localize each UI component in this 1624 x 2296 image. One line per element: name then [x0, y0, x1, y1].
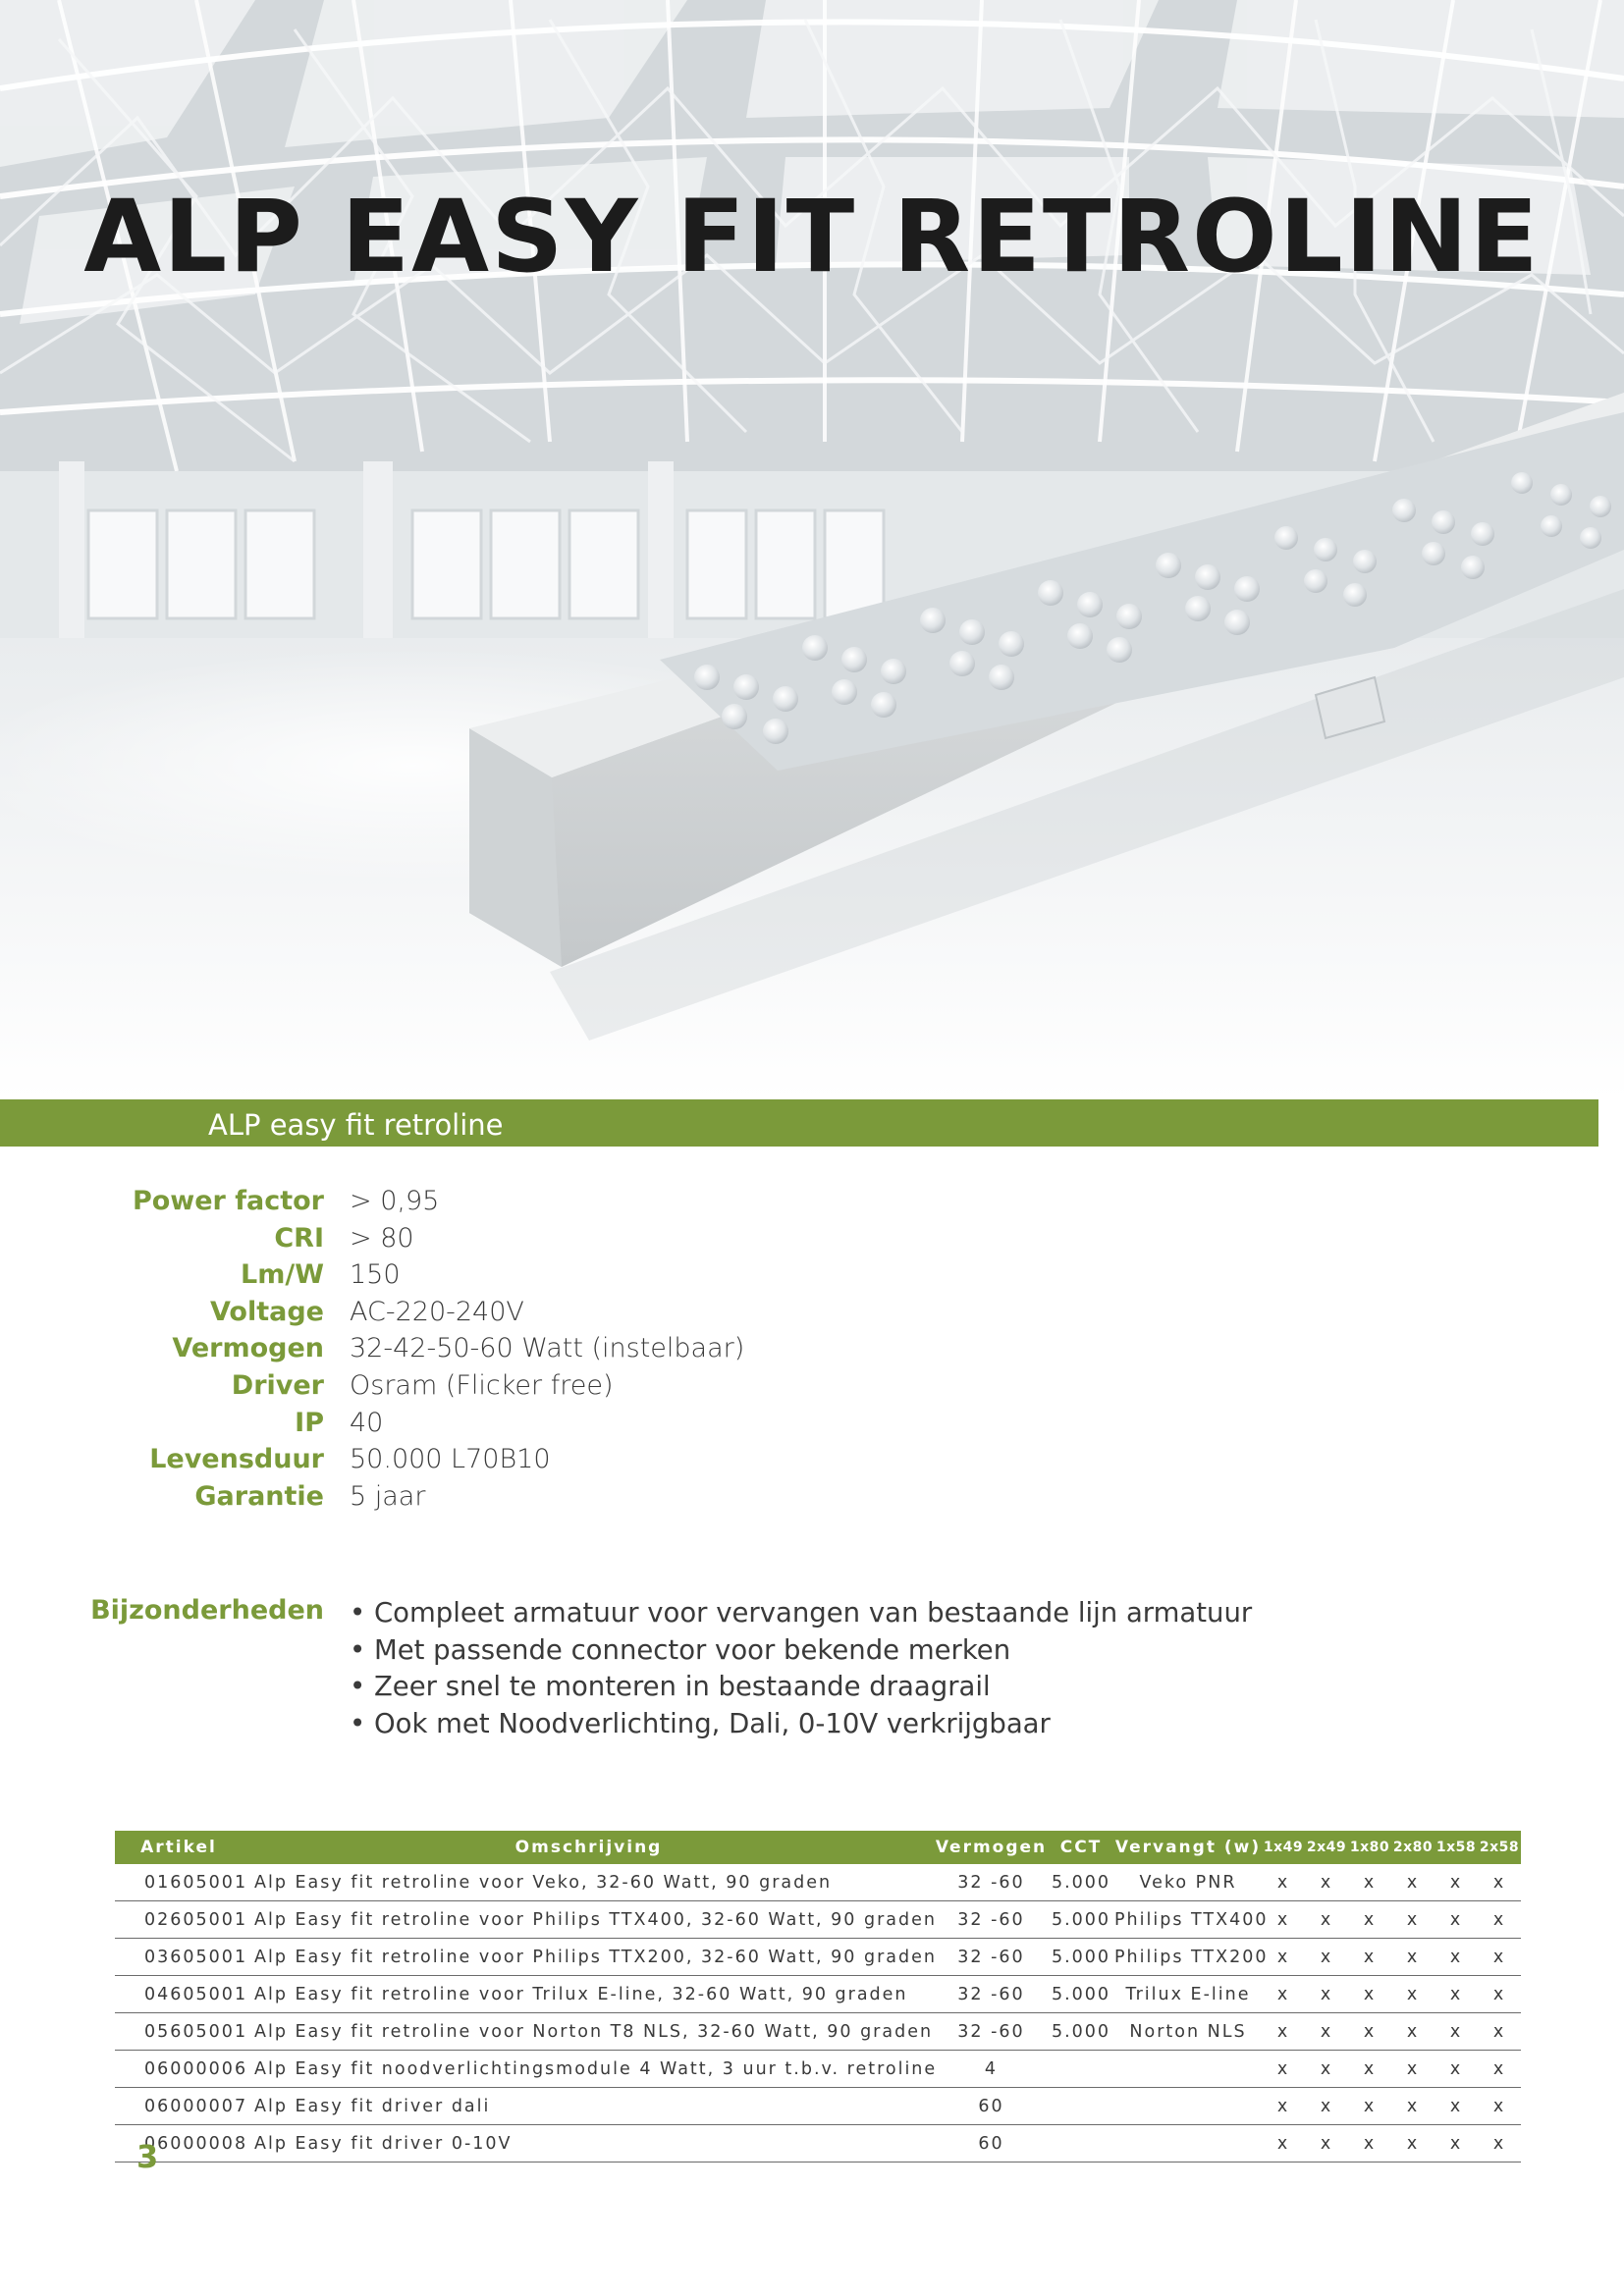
- cell-2x80: x: [1391, 2013, 1435, 2051]
- cell-vervangt: [1114, 2125, 1262, 2163]
- spec-label: Driver: [231, 1369, 324, 1401]
- spec-row-levensduur: [0, 1444, 1624, 1481]
- cell-1x49: x: [1262, 2051, 1305, 2088]
- spec-value: 5 jaar: [350, 1480, 426, 1512]
- cell-omschrijving: Alp Easy fit driver 0-10V: [243, 2125, 935, 2163]
- col-header-2x58: 2x58: [1478, 1831, 1521, 1864]
- table-row: [115, 2088, 1521, 2125]
- col-header-2x49: 2x49: [1305, 1831, 1348, 1864]
- cell-2x49: x: [1305, 1939, 1348, 1976]
- cell-vervangt: [1114, 2051, 1262, 2088]
- table-row: [115, 2051, 1521, 2088]
- cell-cct: [1048, 2051, 1114, 2088]
- spec-list: [0, 1186, 1624, 1518]
- cell-omschrijving: Alp Easy fit retroline voor Trilux E-line, 32-60 Watt, 90 graden: [243, 1976, 935, 2013]
- cell-cct: [1048, 2088, 1114, 2125]
- cell-1x58: x: [1435, 2051, 1478, 2088]
- cell-vermogen: 32 -60: [935, 1901, 1048, 1939]
- cell-1x49: x: [1262, 1939, 1305, 1976]
- section-title: ALP easy fit retroline: [208, 1108, 504, 1142]
- cell-1x80: x: [1348, 2088, 1391, 2125]
- spec-value: > 0,95: [350, 1186, 440, 1216]
- spec-value: > 80: [350, 1222, 414, 1254]
- cell-vermogen: 32 -60: [935, 1864, 1048, 1901]
- spec-label: CRI: [274, 1222, 324, 1254]
- article-table-wrapper: [115, 1831, 1521, 2163]
- cell-1x58: x: [1435, 2125, 1478, 2163]
- cell-artikel: 02605001: [115, 1901, 243, 1939]
- cell-2x58: x: [1478, 1976, 1521, 2013]
- cell-artikel: 03605001: [115, 1939, 243, 1976]
- cell-2x49: x: [1305, 2125, 1348, 2163]
- col-header-2x80: 2x80: [1391, 1831, 1435, 1864]
- cell-vermogen: 32 -60: [935, 1939, 1048, 1976]
- cell-2x58: x: [1478, 2013, 1521, 2051]
- cell-vervangt: Philips TTX400: [1114, 1901, 1262, 1939]
- table-body: [115, 1864, 1521, 2163]
- cell-2x49: x: [1305, 1976, 1348, 2013]
- col-header-1x80: 1x80: [1348, 1831, 1391, 1864]
- col-header-1x58: 1x58: [1435, 1831, 1478, 1864]
- details-item: • Met passende connector voor bekende merken: [350, 1632, 1252, 1670]
- col-header-cct: CCT: [1048, 1831, 1114, 1864]
- hero-image: [0, 0, 1624, 1099]
- section-band: [0, 1099, 1598, 1147]
- cell-vervangt: Norton NLS: [1114, 2013, 1262, 2051]
- spec-label: Voltage: [210, 1296, 324, 1327]
- page-number: 3: [136, 2138, 159, 2175]
- cell-2x80: x: [1391, 2125, 1435, 2163]
- col-header-vervangt: Vervangt (w): [1114, 1831, 1262, 1864]
- page-title: ALP EASY FIT RETROLINE: [83, 179, 1541, 295]
- spec-value: 32-42-50-60 Watt (instelbaar): [350, 1333, 745, 1364]
- cell-1x58: x: [1435, 1976, 1478, 2013]
- table-row: [115, 1864, 1521, 1901]
- table-row: [115, 1901, 1521, 1939]
- cell-2x49: x: [1305, 2088, 1348, 2125]
- cell-artikel: 06000008: [115, 2125, 243, 2163]
- cell-1x49: x: [1262, 2013, 1305, 2051]
- cell-artikel: 06000006: [115, 2051, 243, 2088]
- col-header-1x49: 1x49: [1262, 1831, 1305, 1864]
- cell-artikel: 06000007: [115, 2088, 243, 2125]
- cell-2x58: x: [1478, 2125, 1521, 2163]
- cell-2x80: x: [1391, 2051, 1435, 2088]
- cell-1x49: x: [1262, 1864, 1305, 1901]
- cell-vervangt: [1114, 2088, 1262, 2125]
- cell-omschrijving: Alp Easy fit retroline voor Philips TTX200, 32-60 Watt, 90 graden: [243, 1939, 935, 1976]
- cell-2x80: x: [1391, 1864, 1435, 1901]
- details-item: • Ook met Noodverlichting, Dali, 0-10V verkrijgbaar: [350, 1706, 1252, 1743]
- col-header-artikel: Artikel: [115, 1831, 243, 1864]
- cell-artikel: 04605001: [115, 1976, 243, 2013]
- cell-vermogen: 32 -60: [935, 2013, 1048, 2051]
- details-item: • Zeer snel te monteren in bestaande draagrail: [350, 1669, 1252, 1706]
- spec-row-garantie: [0, 1481, 1624, 1519]
- cell-vermogen: 32 -60: [935, 1976, 1048, 2013]
- spec-row-cri: [0, 1223, 1624, 1260]
- spec-label: Vermogen: [172, 1333, 324, 1364]
- cell-omschrijving: Alp Easy fit retroline voor Norton T8 NLS, 32-60 Watt, 90 graden: [243, 2013, 935, 2051]
- cell-1x49: x: [1262, 2088, 1305, 2125]
- spec-row-vermogen: [0, 1333, 1624, 1370]
- details-list: [350, 1595, 1252, 1742]
- cell-2x80: x: [1391, 1939, 1435, 1976]
- cell-2x58: x: [1478, 1864, 1521, 1901]
- cell-1x49: x: [1262, 1901, 1305, 1939]
- spec-row-lm-w: [0, 1259, 1624, 1297]
- spec-value: 40: [350, 1407, 384, 1438]
- cell-omschrijving: Alp Easy fit noodverlichtingsmodule 4 Watt, 3 uur t.b.v. retroline: [243, 2051, 935, 2088]
- cell-2x58: x: [1478, 2088, 1521, 2125]
- details-item: • Compleet armatuur voor vervangen van bestaande lijn armatuur: [350, 1595, 1252, 1632]
- col-header-omschrijving: Omschrijving: [243, 1831, 935, 1864]
- cell-2x49: x: [1305, 1901, 1348, 1939]
- article-table: [115, 1831, 1521, 2163]
- cell-2x80: x: [1391, 2088, 1435, 2125]
- spec-label: IP: [295, 1407, 324, 1438]
- cell-artikel: 05605001: [115, 2013, 243, 2051]
- cell-2x80: x: [1391, 1901, 1435, 1939]
- cell-1x80: x: [1348, 2125, 1391, 2163]
- cell-vervangt: Trilux E-line: [1114, 1976, 1262, 2013]
- cell-2x80: x: [1391, 1976, 1435, 2013]
- cell-2x58: x: [1478, 1939, 1521, 1976]
- cell-vermogen: 4: [935, 2051, 1048, 2088]
- cell-1x58: x: [1435, 1939, 1478, 1976]
- spec-row-ip: [0, 1408, 1624, 1445]
- cell-2x49: x: [1305, 1864, 1348, 1901]
- cell-cct: 5.000: [1048, 1976, 1114, 2013]
- table-row: [115, 2013, 1521, 2051]
- cell-artikel: 01605001: [115, 1864, 243, 1901]
- spec-value: 150: [350, 1259, 401, 1291]
- cell-1x58: x: [1435, 1901, 1478, 1939]
- cell-1x58: x: [1435, 2013, 1478, 2051]
- table-row: [115, 1976, 1521, 2013]
- cell-1x58: x: [1435, 2088, 1478, 2125]
- table-header-row: [115, 1831, 1521, 1864]
- cell-1x49: x: [1262, 1976, 1305, 2013]
- cell-1x80: x: [1348, 1901, 1391, 1939]
- cell-cct: [1048, 2125, 1114, 2163]
- cell-1x80: x: [1348, 1976, 1391, 2013]
- cell-omschrijving: Alp Easy fit retroline voor Veko, 32-60 Watt, 90 graden: [243, 1864, 935, 1901]
- spec-label: Power factor: [132, 1186, 324, 1216]
- cell-2x49: x: [1305, 2051, 1348, 2088]
- cell-vermogen: 60: [935, 2125, 1048, 2163]
- cell-vervangt: Veko PNR: [1114, 1864, 1262, 1901]
- cell-2x49: x: [1305, 2013, 1348, 2051]
- cell-cct: 5.000: [1048, 2013, 1114, 2051]
- spec-row-driver: [0, 1370, 1624, 1408]
- cell-2x58: x: [1478, 2051, 1521, 2088]
- cell-vermogen: 60: [935, 2088, 1048, 2125]
- spec-label: Garantie: [194, 1480, 324, 1512]
- cell-cct: 5.000: [1048, 1864, 1114, 1901]
- spec-row-power-factor: [0, 1186, 1624, 1223]
- col-header-vermogen: Vermogen: [935, 1831, 1048, 1864]
- spec-row-voltage: [0, 1297, 1624, 1334]
- table-row: [115, 1939, 1521, 1976]
- cell-1x80: x: [1348, 1939, 1391, 1976]
- spec-value: 50.000 L70B10: [350, 1444, 551, 1475]
- cell-1x58: x: [1435, 1864, 1478, 1901]
- details-label: Bijzonderheden: [90, 1595, 324, 1626]
- table-row: [115, 2125, 1521, 2163]
- cell-1x80: x: [1348, 2013, 1391, 2051]
- cell-cct: 5.000: [1048, 1939, 1114, 1976]
- spec-value: Osram (Flicker free): [350, 1369, 614, 1401]
- cell-omschrijving: Alp Easy fit driver dali: [243, 2088, 935, 2125]
- warehouse-illustration: [0, 0, 1624, 1099]
- spec-label: Levensduur: [149, 1444, 324, 1475]
- spec-value: AC-220-240V: [350, 1296, 524, 1327]
- cell-1x49: x: [1262, 2125, 1305, 2163]
- cell-omschrijving: Alp Easy fit retroline voor Philips TTX400, 32-60 Watt, 90 graden: [243, 1901, 935, 1939]
- cell-1x80: x: [1348, 2051, 1391, 2088]
- cell-2x58: x: [1478, 1901, 1521, 1939]
- cell-cct: 5.000: [1048, 1901, 1114, 1939]
- spec-label: Lm/W: [241, 1259, 324, 1291]
- cell-1x80: x: [1348, 1864, 1391, 1901]
- cell-vervangt: Philips TTX200: [1114, 1939, 1262, 1976]
